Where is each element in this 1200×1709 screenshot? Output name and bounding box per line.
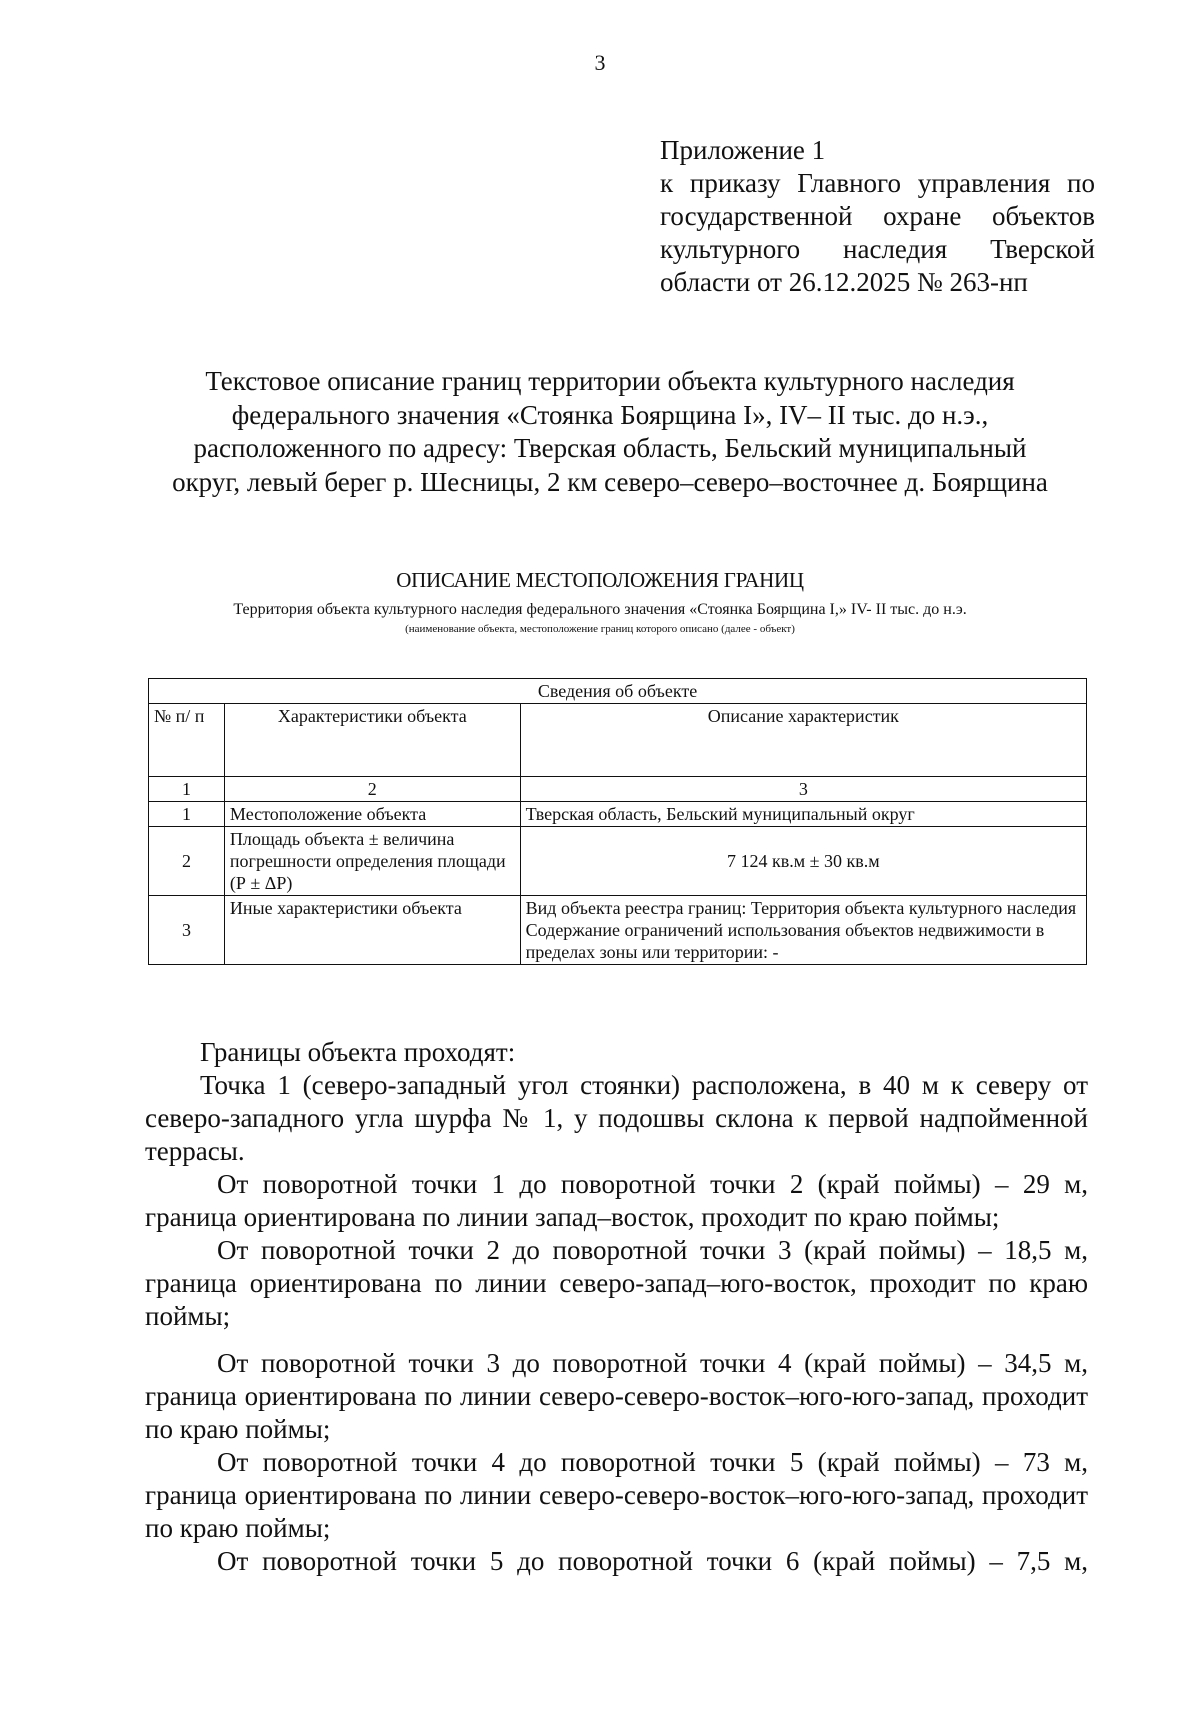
column-number: 2	[224, 777, 520, 802]
row-number: 1	[149, 802, 225, 827]
body-paragraph: От поворотной точки 4 до поворотной точки 5 (край поймы) – 73 м, граница ориентирована по линии северо-северо-восток–юго-юго-запад, проходит по краю поймы;	[145, 1447, 1088, 1543]
row-description-line: Содержание ограничений использования объектов недвижимости в пределах зоны или территории: -	[525, 920, 1045, 962]
table-row	[149, 827, 1087, 896]
section-heading: ОПИСАНИЕ МЕСТОПОЛОЖЕНИЯ ГРАНИЦ	[396, 568, 804, 592]
row-description: Тверская область, Бельский муниципальный округ	[520, 802, 1086, 827]
title-line: расположенного по адресу: Тверская область, Бельский муниципальный	[193, 433, 1027, 463]
row-description-line: Вид объекта реестра границ: Территория объекта культурного наследия	[525, 898, 1077, 918]
header-description: Описание характеристик	[520, 704, 1086, 777]
body-intro: Границы объекта проходят:	[200, 1037, 516, 1067]
header-characteristics: Характеристики объекта	[224, 704, 520, 777]
section-subtitle: Территория объекта культурного наследия федерального значения «Стоянка Боярщина I,» IV- II тыс. до н.э.	[233, 601, 967, 618]
section-note: (наименование объекта, местоположение границ которого описано (далее - объект)	[405, 623, 795, 635]
body-paragraph: От поворотной точки 2 до поворотной точки 3 (край поймы) – 18,5 м, граница ориентирована по линии северо-запад–юго-восток, проходит по краю поймы;	[145, 1235, 1088, 1331]
appendix-line: культурного наследия Тверской	[660, 234, 1095, 264]
object-info-table	[148, 678, 1087, 965]
appendix-header	[660, 134, 1095, 299]
body-paragraph: От поворотной точки 1 до поворотной точки 2 (край поймы) – 29 м, граница ориентирована по линии запад–восток, проходит по краю поймы;	[145, 1169, 1088, 1232]
boundary-description	[145, 1036, 1088, 1578]
column-number: 3	[520, 777, 1086, 802]
body-paragraph: Точка 1 (северо-западный угол стоянки) расположена, в 40 м к северу от северо-западного угла шурфа № 1, у подошвы склона к первой надпойменной террасы.	[145, 1070, 1088, 1166]
table-row	[149, 896, 1087, 965]
row-characteristic: Местоположение объекта	[224, 802, 520, 827]
appendix-line: Приложение 1	[660, 135, 826, 165]
appendix-line: государственной охране объектов	[660, 201, 1095, 231]
document-title	[120, 365, 1100, 499]
column-number: 1	[149, 777, 225, 802]
table-row	[149, 802, 1087, 827]
page-number: 3	[594, 50, 606, 75]
title-line: федерального значения «Стоянка Боярщина I», IV– II тыс. до н.э.,	[231, 399, 989, 430]
table-caption-row	[149, 679, 1087, 704]
body-paragraph: От поворотной точки 5 до поворотной точки 6 (край поймы) – 7,5 м,	[217, 1546, 1088, 1576]
row-description	[520, 896, 1086, 965]
appendix-line: к приказу Главного управления по	[660, 168, 1095, 198]
appendix-line: области от 26.12.2025 № 263-нп	[660, 267, 1028, 297]
header-number: № п/ п	[149, 704, 225, 777]
table-header-row	[149, 704, 1087, 777]
row-number: 3	[149, 896, 225, 965]
row-characteristic: Иные характеристики объекта	[224, 896, 520, 965]
title-line: округ, левый берег р. Шесницы, 2 км северо–северо–восточнее д. Боярщина	[172, 466, 1048, 497]
body-paragraph: От поворотной точки 3 до поворотной точки 4 (край поймы) – 34,5 м, граница ориентирована по линии северо-северо-восток–юго-юго-запад, проходит по краю поймы;	[145, 1348, 1088, 1444]
row-characteristic: Площадь объекта ± величина погрешности определения площади (Р ± ΔР)	[224, 827, 520, 896]
row-number: 2	[149, 827, 225, 896]
row-description: 7 124 кв.м ± 30 кв.м	[520, 827, 1086, 896]
table-column-numbers-row	[149, 777, 1087, 802]
table-caption: Сведения об объекте	[149, 679, 1087, 704]
title-line: Текстовое описание границ территории объекта культурного наследия	[205, 366, 1015, 396]
